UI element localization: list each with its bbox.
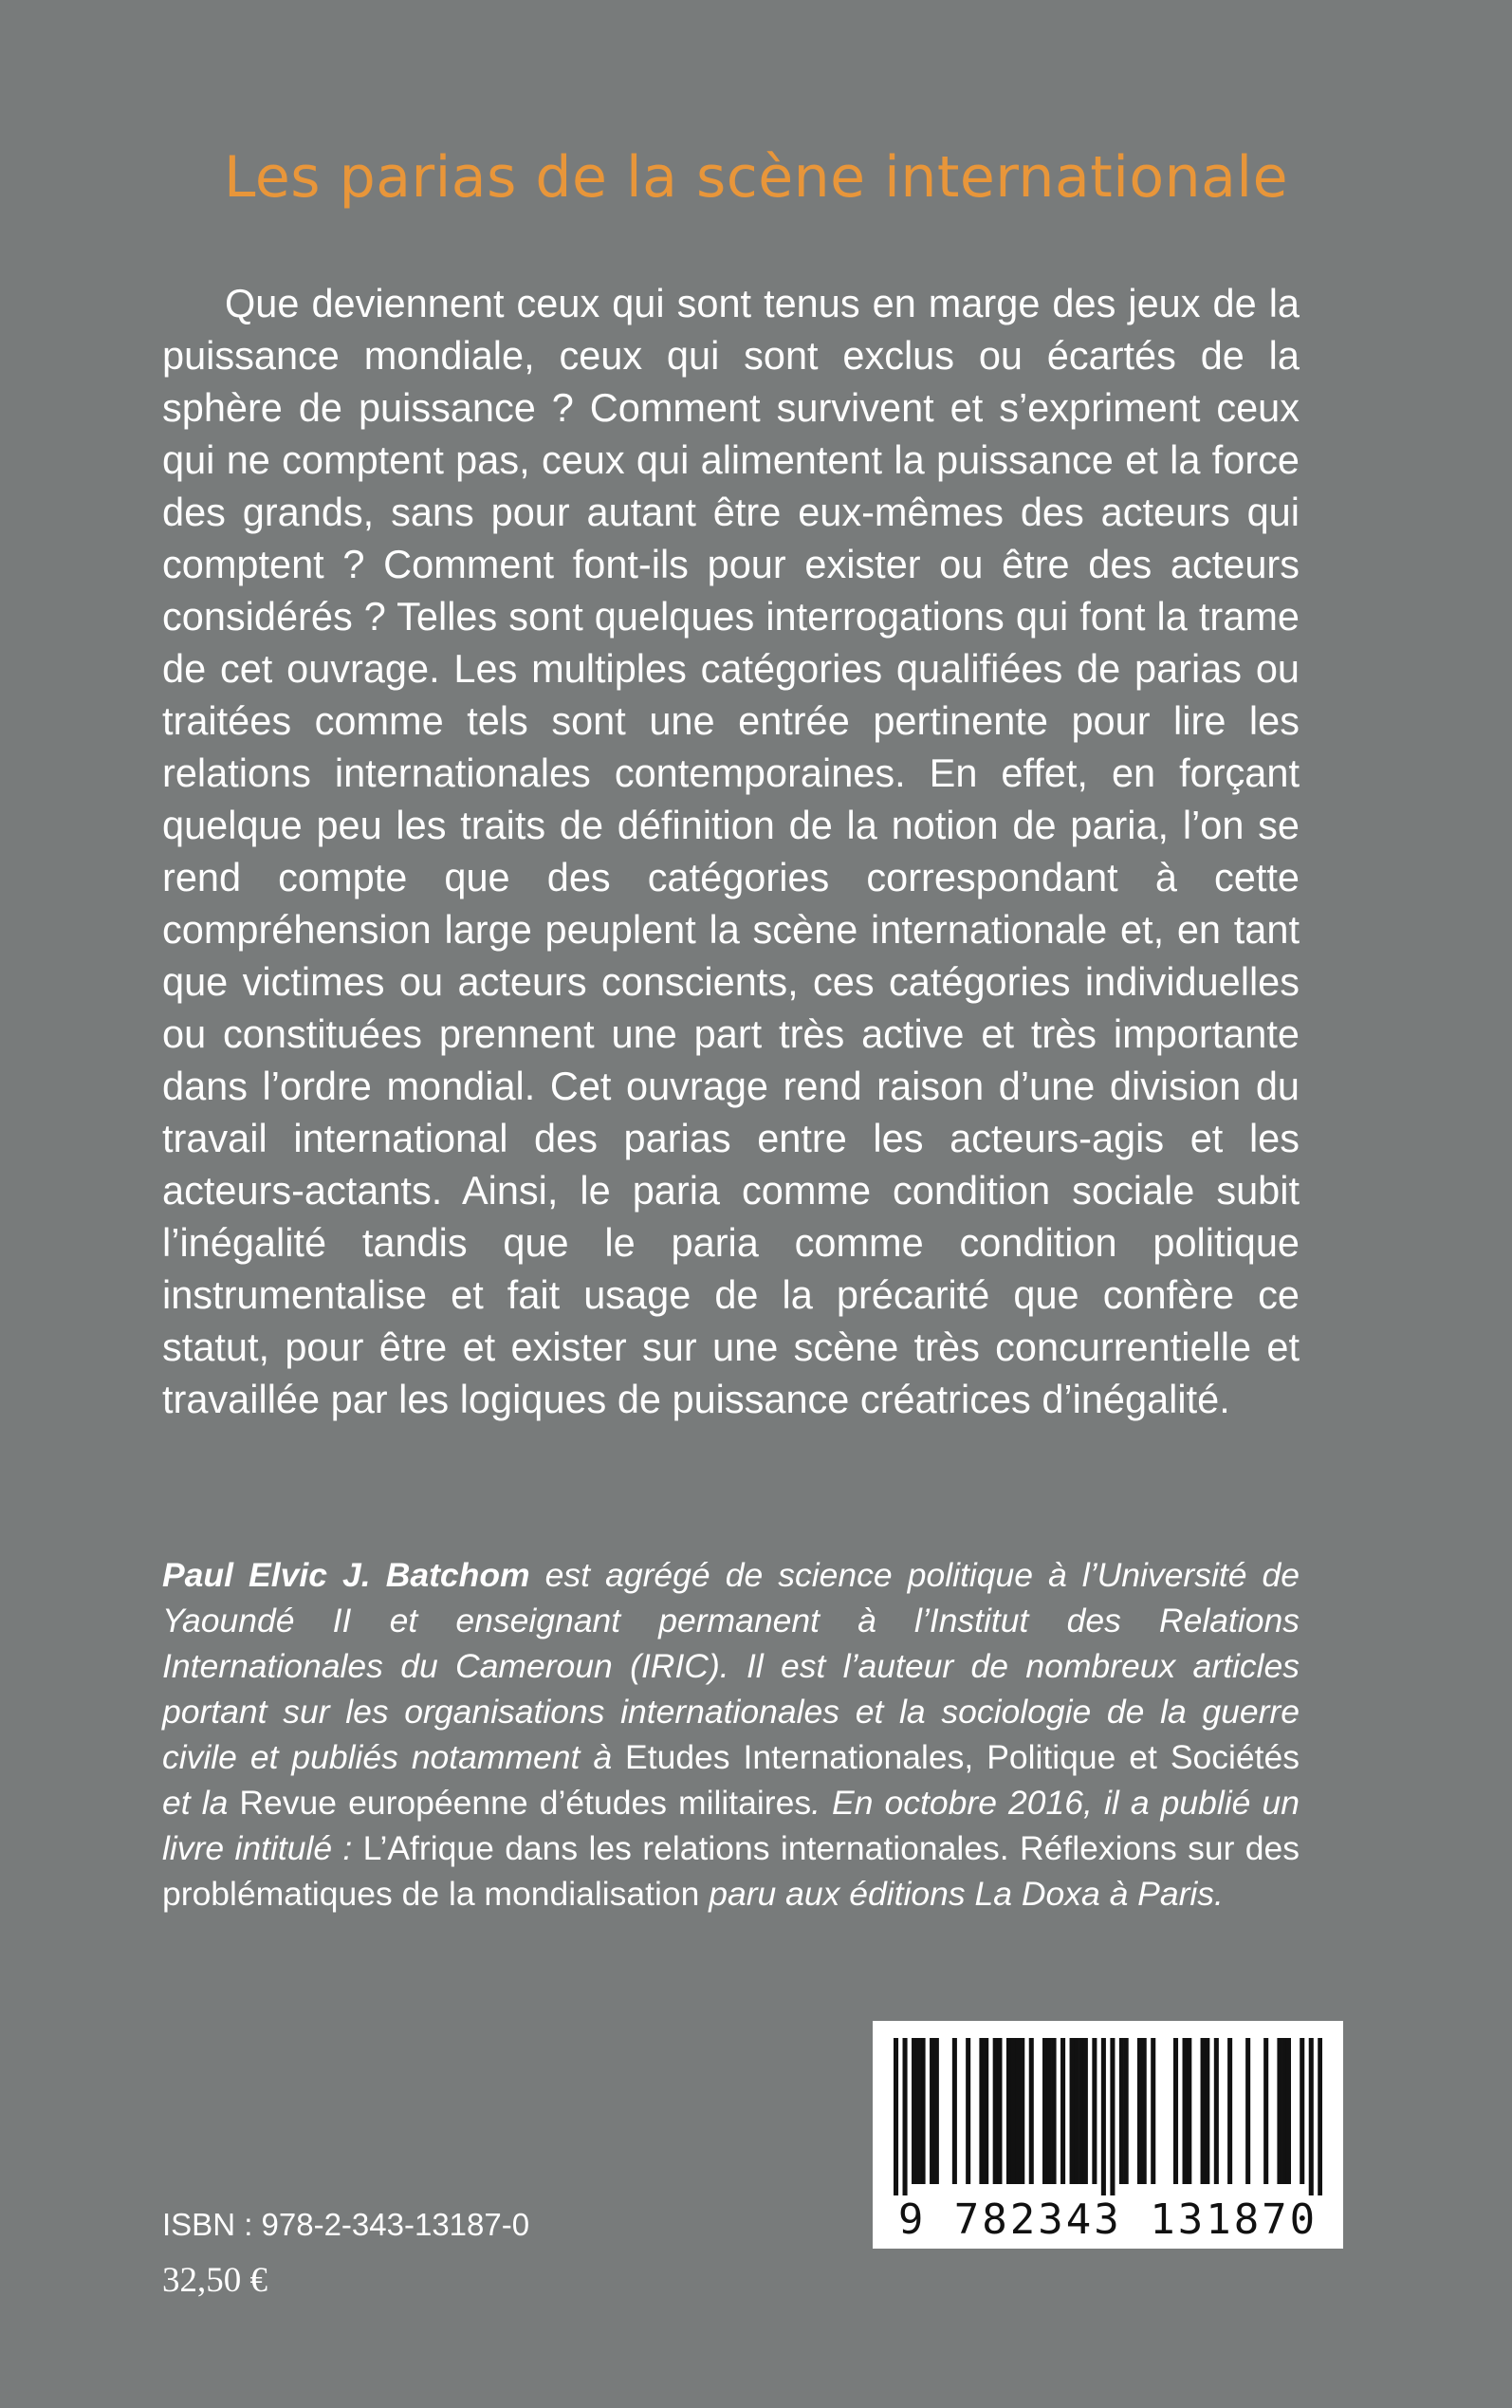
barcode-bar	[1309, 2038, 1314, 2195]
barcode-bar	[966, 2038, 970, 2184]
barcode	[873, 2021, 1343, 2249]
barcode-bar	[993, 2038, 998, 2184]
barcode-bar	[1137, 2038, 1142, 2184]
barcode-bar	[1142, 2038, 1147, 2184]
barcode-bar	[1205, 2038, 1209, 2184]
barcode-bar	[1277, 2038, 1282, 2184]
author-bio-text-1: est agrégé de science politique à l’Université de Yaoundé II et enseignant permanent à l’Institut des Relations Internationales du Cameroun (IRIC). Il est l’auteur de nombreux articles portant sur les organisations internationales et la sociologie de la guerre civile et publiés notamment à	[162, 1556, 1300, 1776]
barcode-bars	[894, 2038, 1322, 2195]
barcode-bar	[1300, 2038, 1304, 2184]
barcode-bar	[1052, 2038, 1057, 2184]
barcode-bar	[912, 2038, 916, 2184]
author-bio-text-2: et la	[162, 1784, 240, 1822]
barcode-bar	[916, 2038, 921, 2184]
barcode-number: 9 782343 131870	[897, 2195, 1318, 2244]
author-bio-text-3: . En octobre 2016, il a publié un livre intitulé :	[162, 1784, 1300, 1867]
journal-separator: ,	[964, 1738, 987, 1776]
barcode-bar	[1214, 2038, 1219, 2184]
barcode-bar	[1187, 2038, 1191, 2184]
barcode-bar	[1263, 2038, 1268, 2184]
barcode-bar	[1015, 2038, 1020, 2184]
journal-2: Politique et Sociétés	[986, 1738, 1300, 1776]
barcode-bar	[934, 2038, 939, 2184]
barcode-bar	[894, 2038, 898, 2195]
barcode-bar	[1124, 2038, 1129, 2184]
author-bio-text-4: paru aux éditions La Doxa à Paris.	[699, 1875, 1224, 1913]
barcode-bar	[1286, 2038, 1291, 2184]
barcode-bar	[1011, 2038, 1016, 2184]
barcode-bar	[1083, 2038, 1088, 2184]
barcode-bar	[1201, 2038, 1206, 2184]
book-reference: L’Afrique dans les relations internationales. Réflexions sur des problématiques de la mondialisation	[162, 1829, 1300, 1913]
barcode-bar	[930, 2038, 934, 2184]
barcode-bar	[979, 2038, 984, 2184]
barcode-bar	[1227, 2038, 1232, 2184]
author-name: Paul Elvic J. Batchom	[162, 1556, 530, 1594]
barcode-bar	[997, 2038, 1002, 2184]
barcode-bar	[1006, 2038, 1011, 2184]
barcode-bar	[984, 2038, 988, 2184]
barcode-bar	[1151, 2038, 1155, 2184]
barcode-bar	[1074, 2038, 1079, 2184]
barcode-bar	[903, 2038, 908, 2195]
author-bio	[162, 1552, 1300, 1917]
barcode-bar	[1070, 2038, 1075, 2184]
barcode-bar	[1047, 2038, 1052, 2184]
barcode-bar	[1020, 2038, 1024, 2184]
book-blurb: Que deviennent ceux qui sont tenus en marge des jeux de la puissance mondiale, ceux qui sont exclus ou écartés de la sphère de puissance ? Comment survivent et s’expriment ceux qui ne comptent pas, ceux qui alimentent la puissance et la force des grands, sans pour autant être eux-mêmes des acteurs qui comptent ? Comment font-ils pour exister ou être des acteurs considérés ? Telles sont quelques interrogations qui font la trame de cet ouvrage. Les multiples catégories qualifiées de parias ou traitées comme tels sont une entrée pertinente pour lire les relations internationales contemporaines. En effet, en forçant quelque peu les traits de définition de la notion de paria, l’on se rend compte que des catégories correspondant à cette compréhension large peuplent la scène internationale et, en tant que victimes ou acteurs conscients, ces catégories individuelles ou constituées prennent une part très active et très importante dans l’ordre mondial. Cet ouvrage rend raison d’une division du travail international des parias entre les acteurs-agis et les acteurs-actants. Ainsi, le paria comme condition sociale subit l’inégalité tandis que le paria comme condition politique instrumentalise et fait usage de la précarité que confère ce statut, pour être et exister sur une scène très concurrentielle et travaillée par les logiques de puissance créatrices d’inégalité.	[162, 281, 1300, 1421]
barcode-bar	[1318, 2038, 1322, 2195]
book-title: Les parias de la scène internationale	[224, 144, 1288, 211]
journal-3: Revue européenne d’études militaires	[239, 1784, 812, 1822]
journal-1: Etudes Internationales	[625, 1738, 965, 1776]
barcode-bar	[952, 2038, 957, 2184]
isbn: ISBN : 978-2-343-13187-0	[162, 2207, 530, 2242]
price: 32,50 €	[162, 2261, 267, 2300]
barcode-bar	[1029, 2038, 1034, 2184]
barcode-bar	[1119, 2038, 1124, 2184]
barcode-bar	[1183, 2038, 1188, 2184]
barcode-bar	[1110, 2038, 1115, 2195]
barcode-bar	[1282, 2038, 1286, 2184]
barcode-bar	[1060, 2038, 1065, 2184]
barcode-bar	[1079, 2038, 1083, 2184]
barcode-bar	[921, 2038, 926, 2184]
barcode-bar	[1173, 2038, 1178, 2184]
barcode-bar	[1245, 2038, 1250, 2184]
barcode-bar	[1101, 2038, 1106, 2195]
barcode-bar	[1092, 2038, 1097, 2184]
barcode-bar	[1042, 2038, 1047, 2184]
